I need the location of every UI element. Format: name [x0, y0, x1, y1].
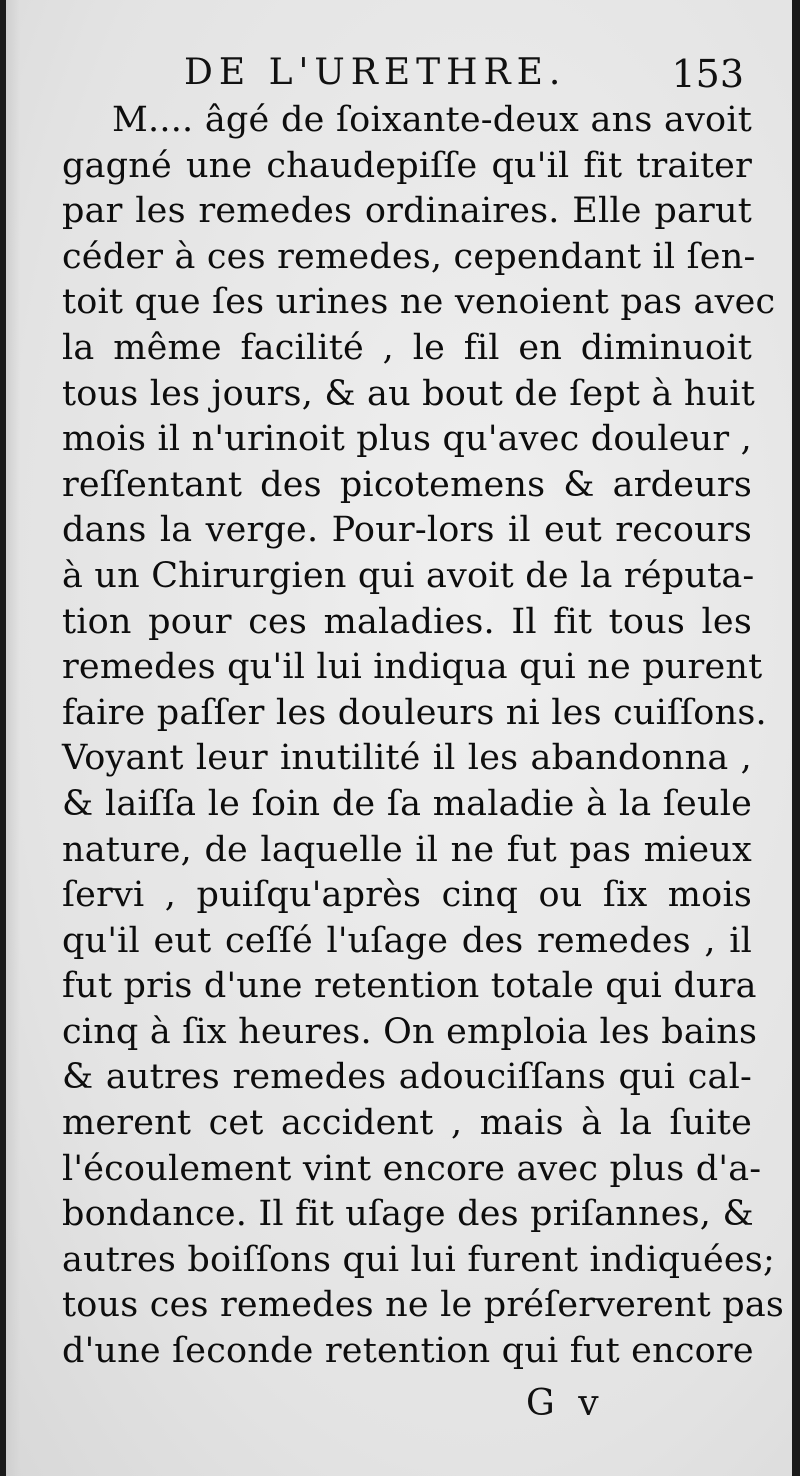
- text-line: & autres remedes adouciſſans qui cal-: [62, 1057, 752, 1098]
- text-line: tion pour ces maladies. Il fit tous les: [62, 601, 752, 642]
- text-line: dans la verge. Pour-lors il eut recours: [62, 510, 752, 551]
- text-line: autres boiſſons qui lui furent indiquées;: [62, 1239, 775, 1280]
- text-line: gagné une chaudepiſſe qu'il fit traiter: [62, 145, 752, 186]
- text-line: bondance. Il fit uſage des priſannes, &: [62, 1194, 754, 1235]
- text-line: fut pris d'une retention totale qui dura: [62, 966, 757, 1007]
- book-page: [6, 0, 792, 1476]
- text-line: d'une ſeconde retention qui fut encore: [62, 1331, 754, 1372]
- page-edge-shadow: [6, 0, 20, 1476]
- text-line: céder à ces remedes, cependant il ſen-: [62, 236, 756, 277]
- text-line: Voyant leur inutilité il les abandonna ,: [62, 738, 752, 779]
- text-line: faire paſſer les douleurs ni les cuiſſons.: [62, 692, 767, 733]
- text-line: à un Chirurgien qui avoit de la réputa-: [62, 555, 755, 596]
- text-line: tous ces remedes ne le préſerverent pas: [62, 1285, 785, 1326]
- text-line: ſervi , puiſqu'après cinq ou ſix mois: [62, 875, 752, 916]
- page-header: [184, 52, 744, 102]
- text-line: l'écoulement vint encore avec plus d'a-: [62, 1148, 762, 1189]
- text-line: & laiſſa le ſoin de ſa maladie à la ſeule: [62, 783, 752, 824]
- text-line: reſſentant des picotemens & ardeurs: [62, 464, 752, 505]
- text-line: toit que ſes urines ne venoient pas avec: [62, 282, 776, 323]
- signature-mark: G v: [526, 1383, 605, 1424]
- text-line: mois il n'urinoit plus qu'avec douleur ,: [62, 419, 753, 460]
- body-text: [62, 98, 785, 1375]
- text-line: nature, de laquelle il ne fut pas mieux: [62, 829, 752, 870]
- page-number: 153: [671, 52, 744, 96]
- text-line: M.... âgé de ſoixante-deux ans avoit: [112, 100, 752, 140]
- text-line: cinq à ſix heures. On emploia les bains: [62, 1011, 758, 1052]
- text-line: merent cet accident , mais à la ſuite: [62, 1103, 752, 1144]
- text-line: remedes qu'il lui indiqua qui ne purent: [62, 647, 763, 688]
- text-line: qu'il eut ceſſé l'uſage des remedes , il: [62, 920, 752, 961]
- text-line: la même facilité , le fil en diminuoit: [62, 327, 752, 368]
- running-title: DE L'URETHRE.: [184, 52, 567, 93]
- text-line: par les remedes ordinaires. Elle parut: [62, 191, 752, 232]
- text-line: tous les jours, & au bout de ſept à huit: [62, 373, 756, 414]
